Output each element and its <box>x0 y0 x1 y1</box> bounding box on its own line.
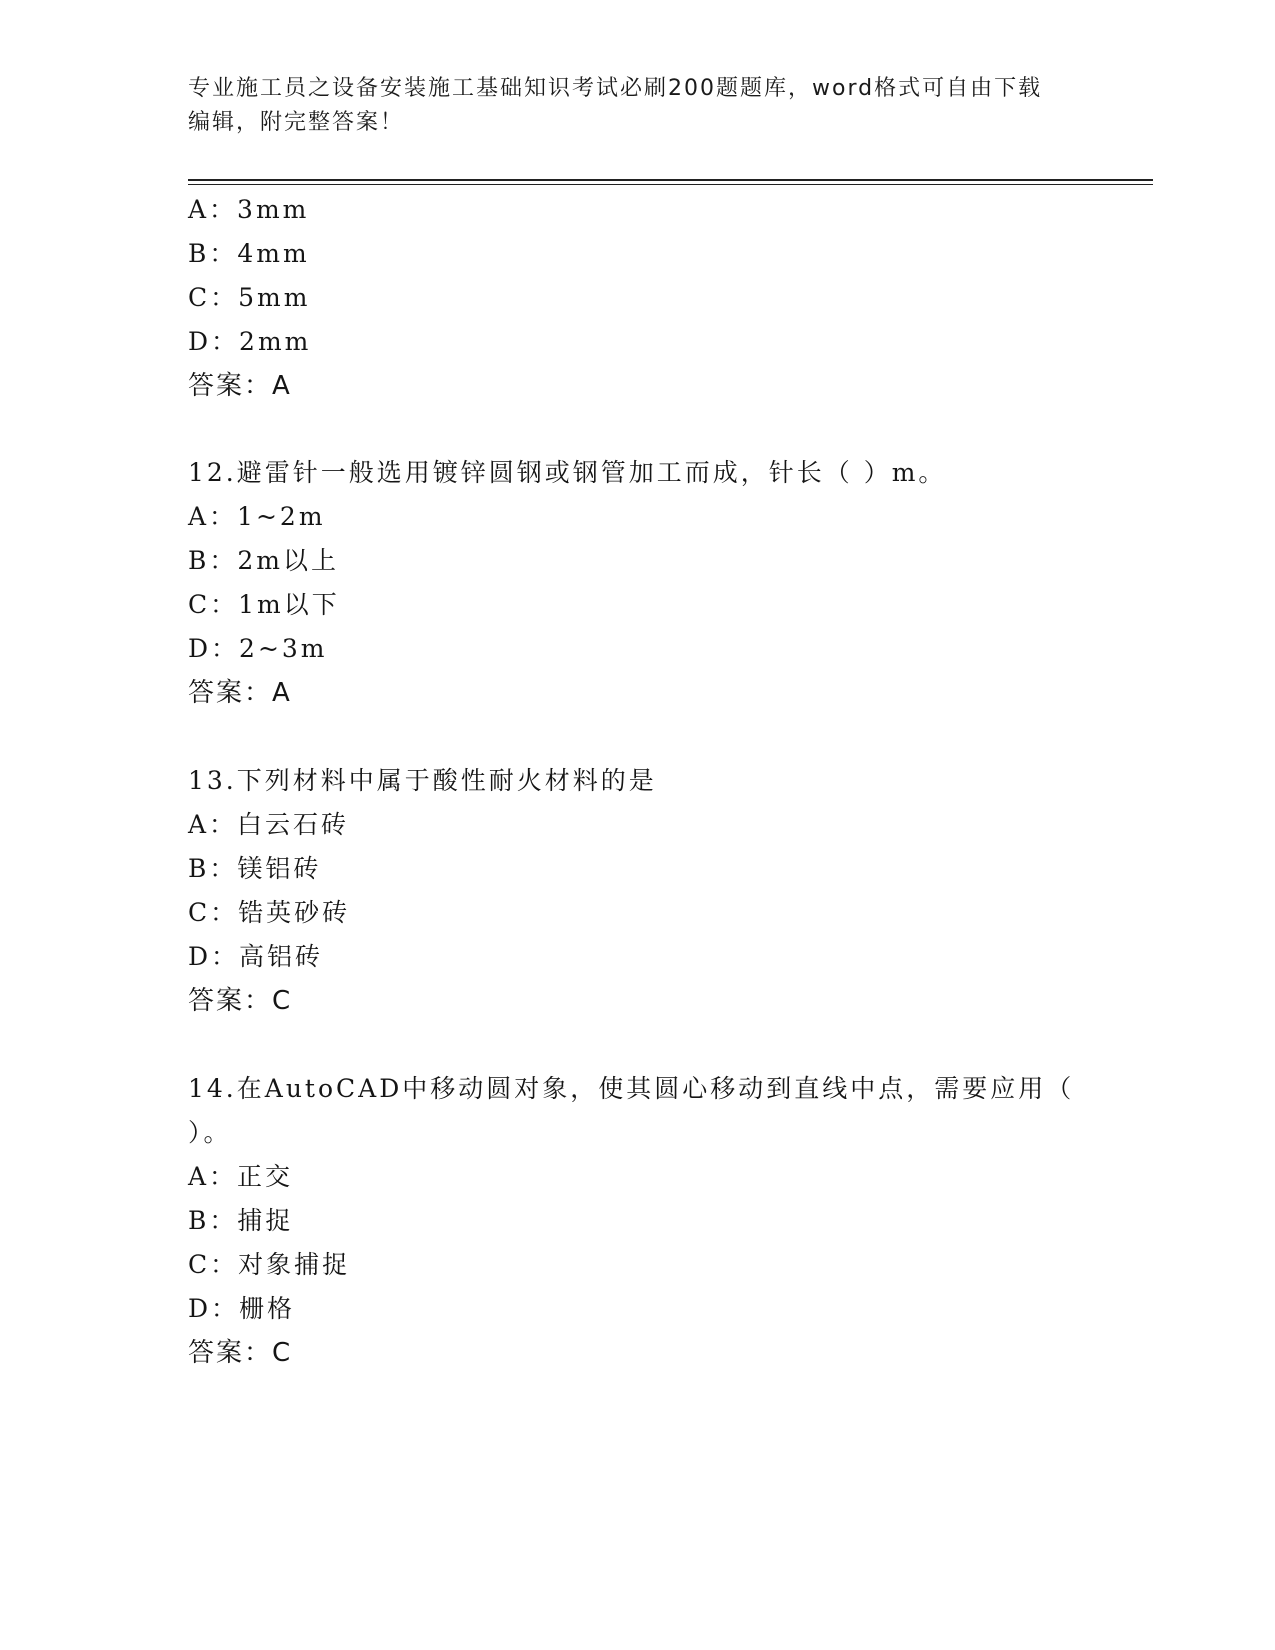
q14-option-a: A：正交 <box>188 1162 294 1191</box>
header-line-2: 编辑，附完整答案！ <box>188 110 405 135</box>
document-header <box>188 72 1088 140</box>
q12-answer: 答案：A <box>188 678 292 708</box>
q11-answer: 答案：A <box>188 371 292 401</box>
header-divider-bottom <box>188 184 1153 185</box>
q14-question-line-1: 14.在AutoCAD中移动圆对象，使其圆心移动到直线中点，需要应用（ <box>188 1074 1075 1103</box>
q14-option-b: B：捕捉 <box>188 1206 294 1235</box>
q12-option-a: A：1~2m <box>188 502 326 531</box>
q12-option-b: B：2m以上 <box>188 546 339 575</box>
q13-answer: 答案：C <box>188 986 293 1016</box>
q14-option-d: D：栅格 <box>188 1294 296 1323</box>
q14-answer: 答案：C <box>188 1338 293 1368</box>
header-line-1: 专业施工员之设备安装施工基础知识考试必刷200题题库，word格式可自由下载 <box>188 76 1043 101</box>
q13-option-b: B：镁铝砖 <box>188 854 322 883</box>
q14-option-c: C：对象捕捉 <box>188 1250 351 1279</box>
q13-option-a: A：白云石砖 <box>188 810 350 839</box>
q13-option-d: D：高铝砖 <box>188 942 324 971</box>
q11-option-d: D：2mm <box>188 327 312 356</box>
q12-question: 12.避雷针一般选用镀锌圆钢或钢管加工而成，针长（ ）m。 <box>188 458 947 487</box>
q13-question: 13.下列材料中属于酸性耐火材料的是 <box>188 766 657 795</box>
q11-option-a: A：3mm <box>188 195 310 224</box>
header-divider-top <box>188 179 1153 181</box>
q11-option-c: C：5mm <box>188 283 311 312</box>
q12-option-d: D：2~3m <box>188 634 328 663</box>
q12-option-c: C：1m以下 <box>188 590 340 619</box>
q11-option-b: B：4mm <box>188 239 310 268</box>
q13-option-c: C：锆英砂砖 <box>188 898 351 927</box>
q14-question-line-2: ）。 <box>188 1118 232 1147</box>
